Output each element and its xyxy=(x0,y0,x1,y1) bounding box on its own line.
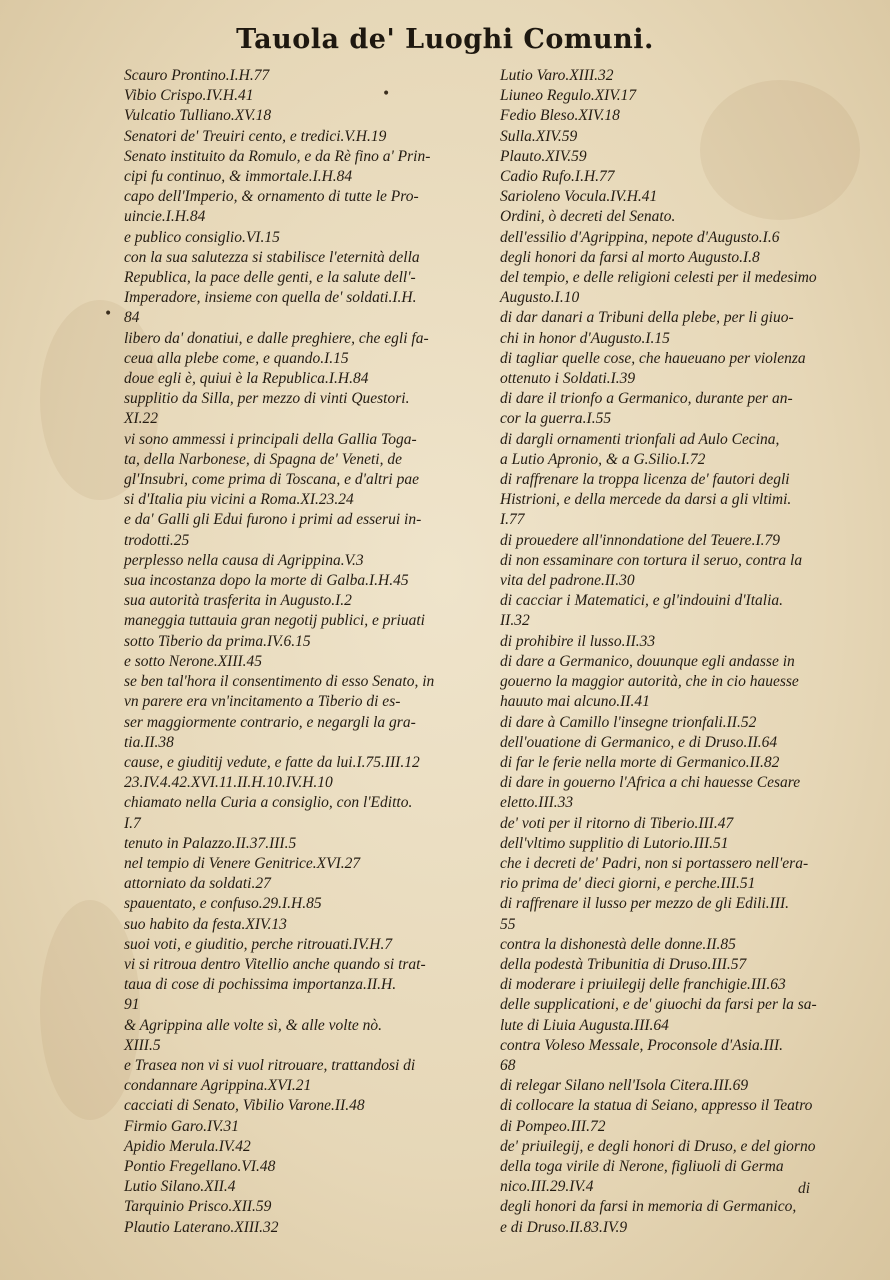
index-entry-line: Sulla.XIV.59 xyxy=(500,127,578,145)
index-entry-line: di dare il trionfo a Germanico, durante per an- xyxy=(500,390,793,408)
index-entry-line: di dare a Germanico, douunque egli andasse in xyxy=(500,652,795,670)
index-entry-line: libero da' donatiui, e dalle preghiere, che egli fa- xyxy=(124,329,429,347)
index-entry-line: e di Druso.II.83.IV.9 xyxy=(500,1218,628,1236)
index-entry-line: della toga virile di Nerone, figliuoli di Germa xyxy=(500,1157,784,1175)
ink-dot: • xyxy=(104,306,113,322)
index-entry xyxy=(124,591,476,611)
index-entry xyxy=(500,652,845,713)
index-entry-line: dell'essilio d'Agrippina, nepote d'Augusto.I.6 xyxy=(500,228,780,246)
index-entry-line: Apidio Merula.IV.42 xyxy=(124,1137,251,1155)
index-entry xyxy=(124,369,476,389)
index-entry-line: degli honori da farsi al morto Augusto.I.8 xyxy=(500,248,760,266)
index-entry xyxy=(124,1218,476,1238)
index-entry xyxy=(500,935,845,955)
index-entry xyxy=(124,510,476,550)
index-entry-line: cause, e giuditij vedute, e fatte da lui.I.75.III.12 xyxy=(124,753,420,771)
index-entry xyxy=(500,753,845,773)
index-entry-line: cacciati di Senato, Vibilio Varone.II.48 xyxy=(124,1097,365,1115)
index-entry xyxy=(124,187,476,227)
index-entry-line: Histrioni, e della mercede da darsi a gli vltimi. xyxy=(500,491,792,509)
index-entry-line: di non essaminare con tortura il seruo, contra la xyxy=(500,551,803,569)
index-entry xyxy=(500,531,845,551)
index-entry-line: spauentato, e confuso.29.I.H.85 xyxy=(124,895,322,913)
index-entry-line: e sotto Nerone.XIII.45 xyxy=(124,652,263,670)
index-entry-line: taua di cose di pochissima importanza.II.H. xyxy=(124,976,397,994)
index-entry-line: ser maggiormente contrario, e negargli la gra- xyxy=(124,713,416,731)
index-entry-line: 23.IV.4.42.XVI.11.II.H.10.IV.H.10 xyxy=(124,774,333,792)
index-entry-line: Firmio Garo.IV.31 xyxy=(124,1117,239,1135)
index-entry xyxy=(124,854,476,874)
index-entry xyxy=(500,591,845,631)
index-entry-line: del tempio, e delle religioni celesti per il medesimo xyxy=(500,269,817,287)
index-entry xyxy=(124,1177,476,1197)
index-entry xyxy=(500,632,845,652)
index-entry-line: capo dell'Imperio, & ornamento di tutte le Pro- xyxy=(124,188,419,206)
index-entry xyxy=(500,1197,845,1237)
index-entry-line: della podestà Tribunitia di Druso.III.57 xyxy=(500,955,747,973)
index-entry-line: vi sono ammessi i principali della Gallia Toga- xyxy=(124,430,417,448)
index-entry xyxy=(500,814,845,834)
index-entry-line: cipi fu continuo, & immortale.I.H.84 xyxy=(124,168,353,186)
index-entry-line: Ordini, ò decreti del Senato. xyxy=(500,208,676,226)
index-entry xyxy=(500,955,845,975)
index-entry xyxy=(500,975,845,995)
index-entry-line: delle supplicationi, e de' giuochi da farsi per la sa- xyxy=(500,996,817,1014)
index-entry-line: ceua alla plebe come, e quando.I.15 xyxy=(124,349,349,367)
index-entry xyxy=(500,228,845,248)
index-entry xyxy=(500,86,845,106)
index-entry xyxy=(500,268,845,308)
index-entry-line: attorniato da soldati.27 xyxy=(124,875,271,893)
index-entry xyxy=(124,430,476,511)
index-entry xyxy=(500,389,845,429)
index-entry-line: maneggia tuttauia gran negotij publici, e priuati xyxy=(124,612,425,630)
index-entry-line: sua autorità trasferita in Augusto.I.2 xyxy=(124,592,352,610)
index-entry-line: di far le ferie nella morte di Germanico.II.82 xyxy=(500,753,780,771)
index-entry-line: 68 xyxy=(500,1056,516,1074)
index-entry-line: che i decreti de' Padri, non si portassero nell'era- xyxy=(500,854,809,872)
index-entry xyxy=(500,147,845,167)
index-entry-line: nico.III.29.IV.4 xyxy=(500,1178,594,1196)
index-entry xyxy=(124,874,476,894)
index-entry-line: sotto Tiberio da prima.IV.6.15 xyxy=(124,632,311,650)
index-entry xyxy=(124,1197,476,1217)
index-entry-line: chiamato nella Curia a consiglio, con l'Editto. xyxy=(124,794,413,812)
index-entry xyxy=(500,733,845,753)
index-entry-line: Imperadore, insieme con quella de' soldati.I.H. xyxy=(124,289,417,307)
index-entry-line: Cadio Rufo.I.H.77 xyxy=(500,168,615,186)
ink-dot: • xyxy=(382,86,391,102)
index-entry-line: e Trasea non vi si vuol ritrouare, trattandosi di xyxy=(124,1056,416,1074)
index-entry xyxy=(124,652,476,672)
index-entry-line: a Lutio Apronio, & a G.Silio.I.72 xyxy=(500,450,706,468)
index-entry xyxy=(500,1036,845,1076)
index-entry-line: Plauto.XIV.59 xyxy=(500,147,587,165)
index-entry xyxy=(500,854,845,894)
index-entry xyxy=(124,1137,476,1157)
index-entry xyxy=(500,308,845,348)
index-entry xyxy=(124,955,476,1016)
index-entry-line: Sarioleno Vocula.IV.H.41 xyxy=(500,188,658,206)
index-entry-line: eletto.III.33 xyxy=(500,794,574,812)
index-entry-line: Vulcatio Tulliano.XV.18 xyxy=(124,107,272,125)
index-entry-line: nel tempio di Venere Genitrice.XVI.27 xyxy=(124,854,361,872)
index-entry xyxy=(124,1056,476,1096)
index-entry-line: rio prima de' dieci giorni, e perche.III.51 xyxy=(500,875,756,893)
index-entry-line: si d'Italia piu vicini a Roma.XI.23.24 xyxy=(124,491,354,509)
index-entry xyxy=(124,329,476,369)
index-entry xyxy=(124,571,476,591)
index-entry xyxy=(500,1137,845,1198)
index-entry xyxy=(124,1117,476,1137)
index-column-right xyxy=(500,66,845,1238)
index-entry-line: Tarquinio Prisco.XII.59 xyxy=(124,1198,272,1216)
index-entry xyxy=(124,935,476,955)
index-entry xyxy=(500,470,845,531)
index-entry xyxy=(124,389,476,429)
index-entry-line: Augusto.I.10 xyxy=(500,289,580,307)
index-entry-line: contra la dishonestà delle donne.II.85 xyxy=(500,935,736,953)
index-entry-line: lute di Liuia Augusta.III.64 xyxy=(500,1016,669,1034)
index-entry-line: doue egli è, quiui è la Republica.I.H.84 xyxy=(124,370,369,388)
index-entry-line: di Pompeo.III.72 xyxy=(500,1117,606,1135)
index-entry-line: dell'ouatione di Germanico, e di Druso.II.64 xyxy=(500,733,778,751)
index-entry-line: di raffrenare il lusso per mezzo de gli Edili.III. xyxy=(500,895,790,913)
index-entry xyxy=(500,127,845,147)
index-entry-line: Liuneo Regulo.XIV.17 xyxy=(500,87,637,105)
index-entry-line: di tagliar quelle cose, che haueuano per violenza xyxy=(500,349,806,367)
index-entry xyxy=(124,894,476,914)
index-entry-line: e publico consiglio.VI.15 xyxy=(124,228,280,246)
index-entry xyxy=(500,551,845,591)
index-entry-line: di moderare i priuilegij delle franchigie.III.63 xyxy=(500,976,786,994)
index-entry xyxy=(124,611,476,651)
index-entry xyxy=(124,248,476,329)
index-entry-line: XI.22 xyxy=(124,410,159,428)
index-entry-line: di prouedere all'innondatione del Teuere.I.79 xyxy=(500,531,780,549)
index-entry-line: se ben tal'hora il consentimento di esso Senato, in xyxy=(124,673,435,691)
index-entry-line: Fedio Bleso.XIV.18 xyxy=(500,107,620,125)
index-entry-line: cor la guerra.I.55 xyxy=(500,410,612,428)
index-entry-line: supplitio da Silla, per mezzo di vinti Questori. xyxy=(124,390,410,408)
index-entry-line: hauuto mai alcuno.II.41 xyxy=(500,693,650,711)
index-entry-line: di dare à Camillo l'insegne trionfali.II.52 xyxy=(500,713,757,731)
index-entry xyxy=(500,1096,845,1136)
index-entry-line: Scauro Prontino.I.H.77 xyxy=(124,67,270,84)
index-entry xyxy=(500,248,845,268)
index-entry-line: chi in honor d'Augusto.I.15 xyxy=(500,329,670,347)
index-entry xyxy=(124,228,476,248)
index-entry-line: uincie.I.H.84 xyxy=(124,208,206,226)
index-entry xyxy=(124,753,476,793)
index-entry xyxy=(124,1096,476,1116)
index-entry-line: de' voti per il ritorno di Tiberio.III.47 xyxy=(500,814,734,832)
index-entry-line: suoi voti, e giuditio, perche ritrouati.IV.H.7 xyxy=(124,935,393,953)
index-entry-line: Senato instituito da Romulo, e da Rè fino a' Prin- xyxy=(124,147,431,165)
index-entry-line: gl'Insubri, come prima di Toscana, e d'altri pae xyxy=(124,471,419,489)
index-entry-line: di relegar Silano nell'Isola Citera.III.69 xyxy=(500,1077,749,1095)
index-entry-line: ta, della Narbonese, di Spagna de' Veneti, de xyxy=(124,450,402,468)
index-entry xyxy=(124,106,476,126)
index-entry xyxy=(124,147,476,187)
index-entry xyxy=(124,1016,476,1056)
index-entry xyxy=(124,793,476,833)
index-entry xyxy=(124,127,476,147)
index-entry-line: Plautio Laterano.XIII.32 xyxy=(124,1218,279,1236)
index-entry-line: I.77 xyxy=(500,511,525,529)
index-entry-line: ottenuto i Soldati.I.39 xyxy=(500,370,636,388)
index-entry-line: degli honori da farsi in memoria di Germanico, xyxy=(500,1198,797,1216)
index-entry xyxy=(500,187,845,207)
index-entry-line: sua incostanza dopo la morte di Galba.I.H.45 xyxy=(124,572,409,590)
index-entry-line: di prohibire il lusso.II.33 xyxy=(500,632,656,650)
index-entry-line: e da' Galli gli Edui furono i primi ad esserui in- xyxy=(124,511,422,529)
index-entry xyxy=(124,672,476,753)
index-entry-line: Pontio Fregellano.VI.48 xyxy=(124,1157,276,1175)
index-entry xyxy=(500,773,845,813)
index-entry-line: gouerno la maggior autorità, che in cio hauesse xyxy=(500,673,799,691)
index-entry-line: vi si ritroua dentro Vitellio anche quando si trat- xyxy=(124,955,426,973)
index-entry xyxy=(500,713,845,733)
index-entry-line: tia.II.38 xyxy=(124,733,174,751)
index-entry xyxy=(500,66,845,86)
index-entry-line: & Agrippina alle volte sì, & alle volte nò. xyxy=(124,1016,383,1034)
index-entry xyxy=(500,207,845,227)
index-entry-line: tenuto in Palazzo.II.37.III.5 xyxy=(124,834,297,852)
index-entry-line: de' priuilegij, e degli honori di Druso, e del giorno xyxy=(500,1137,816,1155)
index-entry xyxy=(124,86,476,106)
index-entry xyxy=(500,349,845,389)
index-entry-line: 55 xyxy=(500,915,516,933)
index-entry xyxy=(124,66,476,86)
index-entry-line: Lutio Varo.XIII.32 xyxy=(500,67,614,84)
index-entry-line: dell'vltimo supplitio di Lutorio.III.51 xyxy=(500,834,729,852)
index-entry-line: di dargli ornamenti trionfali ad Aulo Cecina, xyxy=(500,430,780,448)
index-entry-line: 91 xyxy=(124,996,140,1014)
index-entry xyxy=(500,834,845,854)
index-entry xyxy=(500,995,845,1035)
index-entry xyxy=(500,1076,845,1096)
index-entry-line: Senatori de' Treuiri cento, e tredici.V.H.19 xyxy=(124,127,387,145)
catchword: di xyxy=(798,1180,811,1197)
index-entry xyxy=(124,915,476,935)
index-entry-line: di raffrenare la troppa licenza de' fautori degli xyxy=(500,471,790,489)
index-entry-line: trodotti.25 xyxy=(124,531,190,549)
index-entry xyxy=(124,1157,476,1177)
index-entry-line: II.32 xyxy=(500,612,530,630)
index-entry xyxy=(500,106,845,126)
index-entry-line: con la sua salutezza si stabilisce l'eternità della xyxy=(124,248,420,266)
index-entry xyxy=(500,430,845,470)
index-entry-line: di collocare la statua di Seiano, appresso il Teatro xyxy=(500,1097,813,1115)
index-entry-line: di cacciar i Matematici, e gl'indouini d'Italia. xyxy=(500,592,783,610)
index-entry-line: XIII.5 xyxy=(124,1036,161,1054)
index-entry-line: condannare Agrippina.XVI.21 xyxy=(124,1077,312,1095)
index-entry-line: di dar danari a Tribuni della plebe, per li giuo- xyxy=(500,309,794,327)
page-title: Tauola de' Luoghi Comuni. xyxy=(236,24,654,55)
index-entry-line: vita del padrone.II.30 xyxy=(500,572,635,590)
index-entry-line: contra Voleso Messale, Proconsole d'Asia.III. xyxy=(500,1036,783,1054)
index-entry-line: di dare in gouerno l'Africa a chi hauesse Cesare xyxy=(500,774,801,792)
index-entry-line: Lutio Silano.XII.4 xyxy=(124,1178,236,1196)
index-entry-line: suo habito da festa.XIV.13 xyxy=(124,915,287,933)
index-entry-line: 84 xyxy=(124,309,140,327)
index-entry xyxy=(124,551,476,571)
index-entry xyxy=(500,894,845,934)
index-entry xyxy=(124,834,476,854)
index-entry-line: I.7 xyxy=(124,814,141,832)
index-column-left xyxy=(124,66,476,1238)
index-entry xyxy=(500,167,845,187)
index-entry-line: Republica, la pace delle genti, e la salute dell'- xyxy=(124,269,416,287)
index-entry-line: vn parere era vn'incitamento a Tiberio di es- xyxy=(124,693,401,711)
index-entry-line: Vibio Crispo.IV.H.41 xyxy=(124,87,254,105)
index-entry-line: perplesso nella causa di Agrippina.V.3 xyxy=(124,551,364,569)
